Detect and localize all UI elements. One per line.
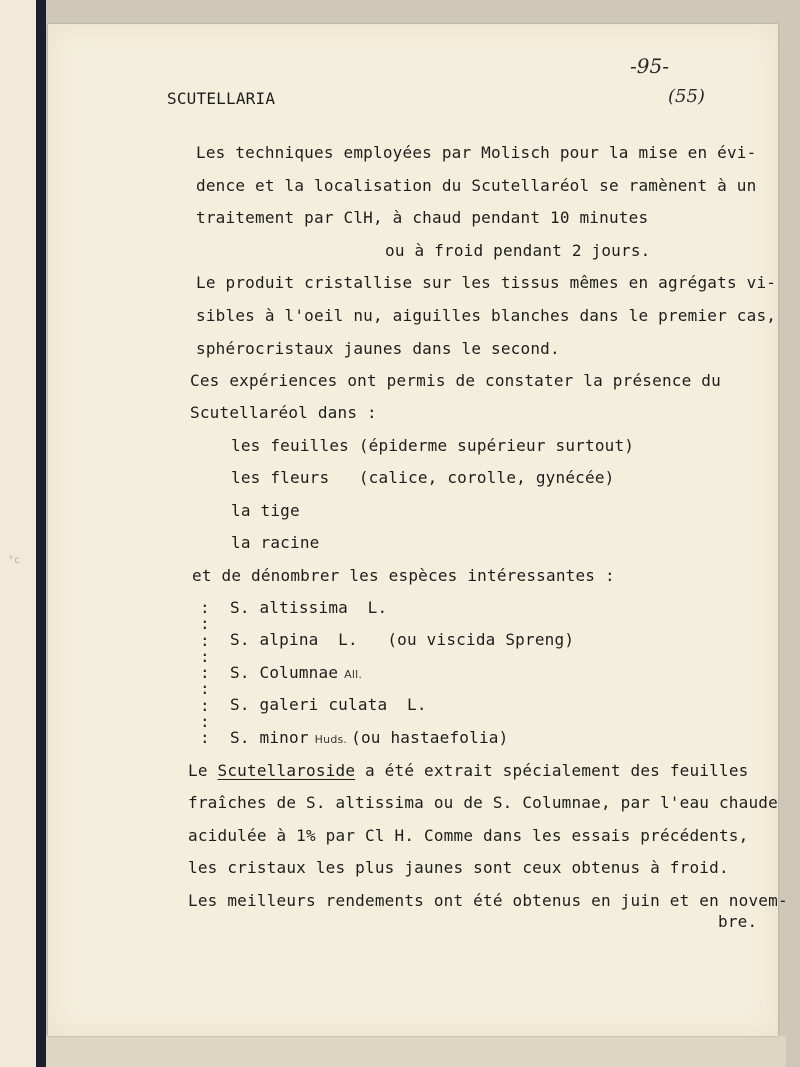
organ-item-fleurs: les fleurs (calice, corolle, gynécée) bbox=[231, 468, 615, 487]
species-author-handwritten: Huds. bbox=[314, 733, 348, 746]
species-bullet: : bbox=[200, 647, 210, 666]
text-line-p2-3: acidulée à 1% par Cl H. Comme dans les essais précédents, bbox=[188, 826, 749, 845]
species-name: S. galeri culata L. bbox=[230, 695, 427, 714]
species-name: S. alpina L. bbox=[230, 630, 358, 649]
left-edge-mark: °c bbox=[8, 555, 21, 566]
species-bullet: : bbox=[200, 614, 210, 633]
section-number: (55) bbox=[668, 86, 705, 107]
species-item bbox=[230, 598, 387, 617]
species-bullet: : bbox=[200, 728, 210, 747]
species-bullet: : bbox=[200, 696, 210, 715]
species-item bbox=[230, 630, 574, 649]
species-item bbox=[230, 663, 362, 682]
species-author-handwritten: All. bbox=[344, 668, 363, 681]
text-line-5: Le produit cristallise sur les tissus mêmes en agrégats vi- bbox=[196, 273, 777, 292]
species-bullet: : bbox=[200, 712, 210, 731]
species-item bbox=[230, 728, 508, 747]
text-line-p2-2: fraîches de S. altissima ou de S. Columnae, par l'eau chaude bbox=[188, 793, 778, 812]
page-number: -95- bbox=[630, 54, 669, 78]
text-line-3: traitement par ClH, à chaud pendant 10 minutes bbox=[196, 208, 649, 227]
species-note: (ou hastaefolia) bbox=[351, 728, 509, 747]
species-name: S. minor bbox=[230, 728, 309, 747]
species-bullet: : bbox=[200, 679, 210, 698]
species-bullet: : bbox=[200, 631, 210, 650]
text-line-8: Ces expériences ont permis de constater la présence du bbox=[190, 371, 721, 390]
text-fragment: Le bbox=[188, 761, 218, 780]
species-bullet: : bbox=[200, 663, 210, 682]
text-line-9: Scutellaréol dans : bbox=[190, 403, 377, 422]
species-name: S. Columnae bbox=[230, 663, 339, 682]
book-spine bbox=[36, 0, 46, 1067]
text-line-2: dence et la localisation du Scutellaréol se ramènent à un bbox=[196, 176, 757, 195]
text-line-1: Les techniques employées par Molisch pour la mise en évi- bbox=[196, 143, 757, 162]
species-note: (ou viscida Spreng) bbox=[357, 630, 575, 649]
organ-item-tige: la tige bbox=[231, 501, 300, 520]
page-bottom-shadow bbox=[46, 1036, 786, 1067]
document-page bbox=[48, 24, 788, 1036]
text-line-6: sibles à l'oeil nu, aiguilles blanches dans le premier cas, bbox=[196, 306, 777, 325]
species-item bbox=[230, 695, 427, 714]
text-line-p2-6: bre. bbox=[718, 912, 758, 931]
text-fragment: a été extrait spécialement des feuilles bbox=[355, 761, 749, 780]
text-line-p2-1 bbox=[188, 761, 748, 780]
section-heading: SCUTELLARIA bbox=[167, 89, 276, 108]
species-name: S. altissima L. bbox=[230, 598, 388, 617]
text-line-p2-5: Les meilleurs rendements ont été obtenus en juin et en novem- bbox=[188, 891, 788, 910]
organ-item-racine: la racine bbox=[231, 533, 320, 552]
text-line-4: ou à froid pendant 2 jours. bbox=[385, 241, 651, 260]
species-bullet: : bbox=[200, 598, 210, 617]
text-line-species-intro: et de dénombrer les espèces intéressantes : bbox=[192, 566, 615, 585]
text-line-p2-4: les cristaux les plus jaunes sont ceux obtenus à froid. bbox=[188, 858, 729, 877]
text-line-7: sphérocristaux jaunes dans le second. bbox=[196, 339, 560, 358]
underlined-term: Scutellaroside bbox=[217, 761, 356, 780]
left-page-edge bbox=[0, 0, 37, 1067]
organ-item-feuilles: les feuilles (épiderme supérieur surtout) bbox=[231, 436, 635, 455]
